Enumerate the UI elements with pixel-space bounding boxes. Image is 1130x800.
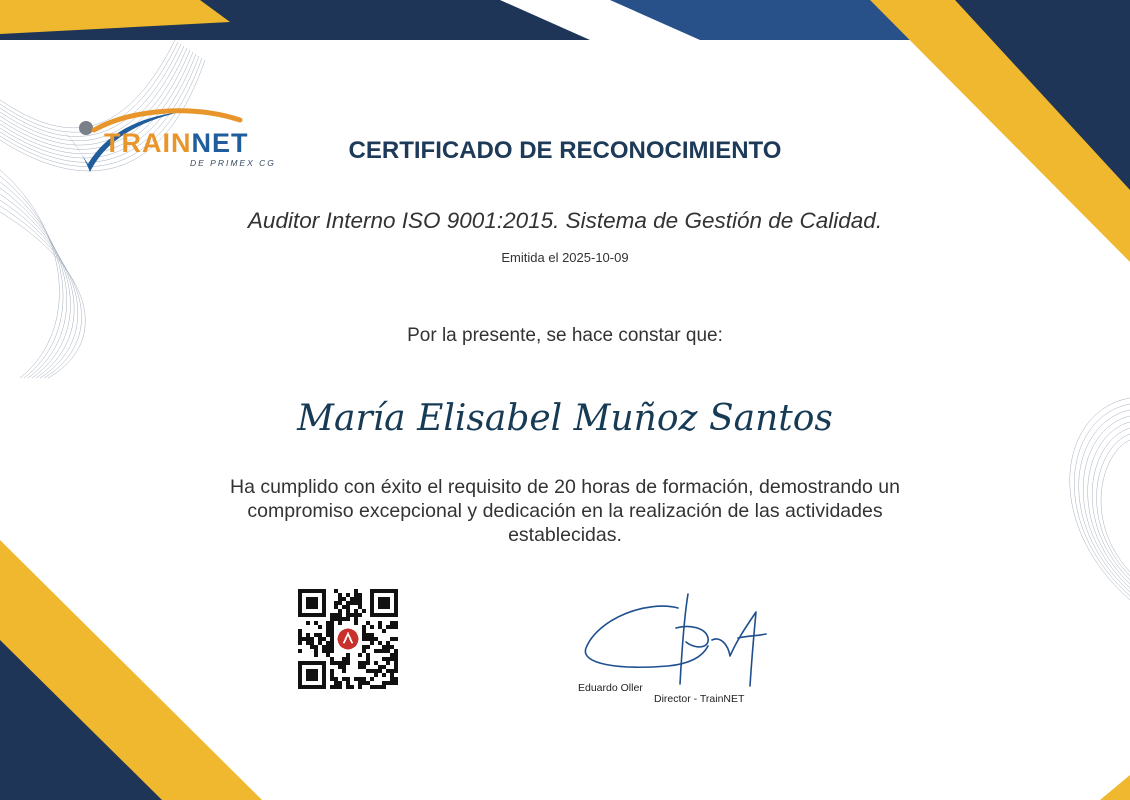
signer-role: Director - TrainNET bbox=[654, 693, 745, 705]
logo-tagline: DE PRIMEX CG bbox=[190, 158, 276, 168]
logo-brand-train: TRAIN bbox=[104, 128, 192, 158]
signature-image bbox=[578, 588, 778, 688]
recipient-name: María Elisabel Muñoz Santos bbox=[297, 398, 833, 439]
qr-code-icon[interactable] bbox=[298, 589, 398, 689]
issue-date: Emitida el 2025-10-09 bbox=[501, 250, 629, 265]
intro-text: Por la presente, se hace constar que: bbox=[407, 325, 723, 346]
logo-brand-net: NET bbox=[191, 128, 249, 158]
certificate-title: CERTIFICADO DE RECONOCIMIENTO bbox=[348, 137, 782, 164]
course-name: Auditor Interno ISO 9001:2015. Sistema de Gestión de Calidad. bbox=[247, 208, 883, 233]
certificate-description: Ha cumplido con éxito el requisito de 20 horas de formación, demostrando un compromiso excepcional y dedicación en la realización de las actividades establecidas. bbox=[230, 476, 900, 546]
signer-name: Eduardo Oller bbox=[578, 682, 643, 694]
